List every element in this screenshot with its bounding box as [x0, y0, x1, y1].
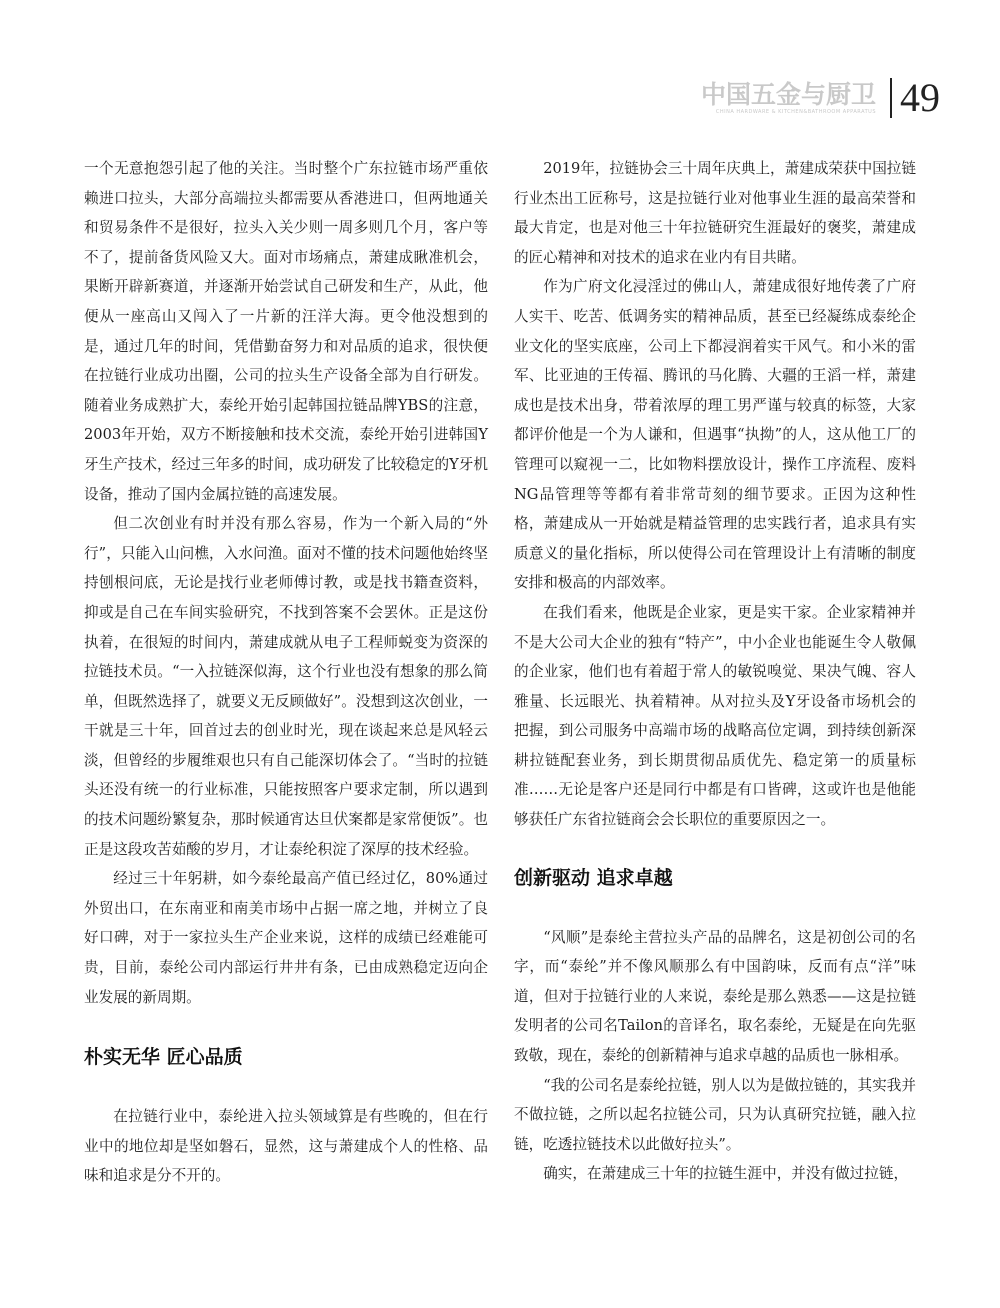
left-column [84, 154, 488, 1191]
magazine-name: 中国五金与厨卫 [700, 79, 876, 109]
masthead [701, 76, 940, 120]
section-heading-craftsmanship: 朴实无华 匠心品质 [84, 1046, 243, 1069]
right-paragraph-4: “风顺”是泰纶主营拉头产品的品牌名，这是初创公司的名字，而“泰纶”并不像风顺那么有中国韵味，反而有点“洋”味道，但对于拉链行业的人来说，泰纶是那么熟悉——这是拉链发明者的公司名Tailon的音译名，取名泰纶，无疑是在向先驱致敬，现在，泰纶的创新精神与追求卓越的品质也一脉相承。 [514, 928, 916, 1065]
left-paragraph-4: 在拉链行业中，泰纶进入拉头领域算是有些晚的，但在行业中的地位却是坚如磐石，显然，这与萧建成个人的性格、品味和追求是分不开的。 [84, 1108, 488, 1185]
right-paragraph-3: 在我们看来，他既是企业家，更是实干家。企业家精神并不是大公司大企业的独有“特产”，中小企业也能诞生令人敬佩的企业家，他们也有着超于常人的敏锐嗅觉、果决气魄、容人雅量、长远眼光、执着精神。从对拉头及Y牙设备市场机会的把握，到公司服务中高端市场的战略高位定调，到持续创新深耕拉链配套业务，到长期贯彻品质优先、稳定第一的质量标准……无论是客户还是同行中都是有口皆碑，这或许也是他能够获任广东省拉链商会会长职位的重要原因之一。 [514, 603, 916, 829]
right-column [514, 154, 916, 1189]
left-paragraph-1: 一个无意抱怨引起了他的关注。当时整个广东拉链市场严重依赖进口拉头，大部分高端拉头都需要从香港进口，但两地通关和贸易条件不是很好，拉头入关少则一周多则几个月，客户等不了，提前备货风险又大。面对市场痛点，萧建成瞅准机会，果断开辟新赛道，并逐渐开始尝试自己研发和生产，从此，他便从一座高山又闯入了一片新的汪洋大海。更令他没想到的是，通过几年的时间，凭借勤奋努力和对品质的追求，很快便在拉链行业成功出圈，公司的拉头生产设备全部为自行研发。随着业务成熟扩大，泰纶开始引起韩国拉链品牌YBS的注意，2003年开始，双方不断接触和技术交流，泰纶开始引进韩国Y牙生产技术，经过三年多的时间，成功研发了比较稳定的Y牙机设备，推动了国内金属拉链的高速发展。 [84, 160, 488, 503]
right-paragraph-6: 确实，在萧建成三十年的拉链生涯中，并没有做过拉链， [543, 1165, 909, 1183]
left-paragraph-2: 但二次创业有时并没有那么容易，作为一个新入局的“外行”，只能入山问樵，入水问渔。面对不懂的技术问题他始终坚持刨根问底，无论是找行业老师傅讨教，或是找书籍查资料，抑或是自己在车间实验研究，不找到答案不会罢休。正是这份执着，在很短的时间内，萧建成就从电子工程师蜕变为资深的拉链技术员。“一入拉链深似海，这个行业也没有想象的那么简单，但既然选择了，就要义无反顾做好”。没想到这次创业，一干就是三十年，回首过去的创业时光，现在谈起来总是风轻云淡，但曾经的步履维艰也只有自己能深切体会了。“当时的拉链头还没有统一的行业标准，只能按照客户要求定制，所以遇到的技术问题纷繁复杂，那时候通宵达旦伏案都是家常便饭”。也正是这段攻苦茹酸的岁月，才让泰纶积淀了深厚的技术经验。 [84, 515, 488, 858]
masthead-divider [890, 78, 892, 118]
magazine-subtitle: CHINA HARDWARE & KITCHEN&BATHROOM APPARATUS [715, 108, 876, 115]
section-heading-innovation: 创新驱动 追求卓越 [514, 866, 673, 889]
page-number: 49 [900, 75, 940, 120]
left-paragraph-3: 经过三十年躬耕，如今泰纶最高产值已经过亿，80%通过外贸出口，在东南亚和南美市场中占据一席之地，并树立了良好口碑，对于一家拉头生产企业来说，这样的成绩已经难能可贵，目前，泰纶公司内部运行井井有条，已由成熟稳定迈向企业发展的新周期。 [84, 870, 488, 1006]
right-paragraph-1: 2019年，拉链协会三十周年庆典上，萧建成荣获中国拉链行业杰出工匠称号，这是拉链行业对他事业生涯的最高荣誉和最大肯定，也是对他三十年拉链研究生涯最好的褒奖，萧建成的匠心精神和对技术的追求在业内有目共睹。 [514, 160, 916, 266]
right-paragraph-5: “我的公司名是泰纶拉链，别人以为是做拉链的，其实我并不做拉链，之所以起名拉链公司，只为认真研究拉链，融入拉链，吃透拉链技术以此做好拉头”。 [514, 1076, 916, 1153]
magazine-logo [701, 81, 876, 116]
right-paragraph-2: 作为广府文化浸淫过的佛山人，萧建成很好地传袭了广府人实干、吃苦、低调务实的精神品质，甚至已经凝练成泰纶企业文化的坚实底座，公司上下都浸润着实干风气。和小米的雷军、比亚迪的王传福、腾讯的马化腾、大疆的王滔一样，萧建成也是技术出身，带着浓厚的理工男严谨与较真的标签，大家都评价他是一个为人谦和，但遇事“执拗”的人，这从他工厂的管理可以窥视一二，比如物料摆放设计，操作工序流程、废料NG品管理等等都有着非常苛刻的细节要求。正因为这种性格，萧建成从一开始就是精益管理的忠实践行者，追求具有实质意义的量化指标，所以使得公司在管理设计上有清晰的制度安排和极高的内部效率。 [514, 278, 916, 592]
